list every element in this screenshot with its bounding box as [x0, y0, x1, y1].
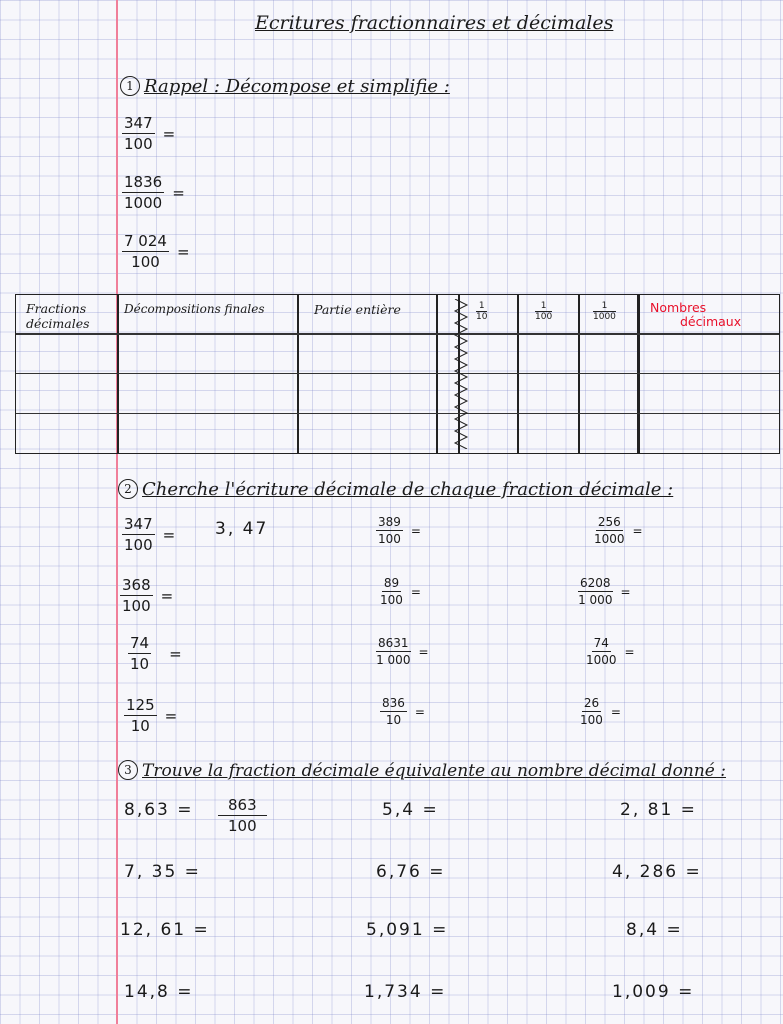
s2-fraction-6	[578, 576, 631, 607]
numerator: 347	[124, 515, 153, 533]
s3-item-5: 6,76 =	[376, 862, 446, 882]
numerator: 863	[218, 796, 267, 816]
denominator: 10	[130, 655, 150, 673]
header-nombres-decimaux	[650, 301, 741, 329]
section3-heading-text: Trouve la fraction décimale équivalente au nombre décimal donné :	[142, 761, 726, 781]
equals-sign: =	[624, 644, 635, 659]
equals-sign: =	[172, 183, 185, 202]
denominator: 100	[380, 593, 403, 607]
table-row-line	[16, 413, 779, 414]
s2-fraction-1	[122, 515, 175, 554]
equals-sign: =	[414, 704, 425, 719]
header-thousandth	[593, 301, 616, 322]
s3-example-fraction	[218, 796, 267, 835]
section1-number: 1	[120, 76, 140, 96]
section2-number: 2	[118, 479, 138, 499]
denominator: 1000	[124, 194, 163, 212]
section1-heading	[120, 76, 450, 97]
denominator: 100	[131, 253, 160, 271]
numerator: 256	[597, 515, 621, 529]
table-row-line	[16, 373, 779, 374]
margin-line	[116, 0, 118, 1024]
s2-fraction-11	[380, 696, 425, 727]
s2-fraction-9	[586, 636, 635, 667]
equals-sign: =	[620, 584, 631, 599]
section1-heading-text: Rappel : Décompose et simplifie :	[144, 76, 450, 97]
equals-sign: =	[410, 523, 421, 538]
s3-item-11: 1,734 =	[364, 982, 447, 1002]
equals-sign: =	[176, 242, 190, 261]
header-decompositions: Décompositions finales	[124, 302, 265, 316]
numerator: 6208	[580, 576, 611, 590]
s3-item-1: 8,63 =	[124, 800, 194, 820]
s3-item-8: 5,091 =	[366, 920, 449, 940]
numerator: 389	[378, 515, 401, 529]
numerator: 1	[593, 301, 616, 312]
section3-heading	[118, 760, 726, 781]
denominator: 100	[124, 536, 153, 554]
page-title: Ecritures fractionnaires et décimales	[255, 12, 614, 34]
s2-fraction-3	[594, 515, 643, 546]
s3-item-2: 5,4 =	[382, 800, 439, 820]
s3-item-4: 7, 35 =	[124, 862, 201, 882]
denominator: 10	[385, 713, 402, 727]
s2-fraction-10	[124, 696, 177, 735]
denominator: 1000	[586, 653, 617, 667]
equals-sign: =	[162, 124, 176, 143]
table-divider	[637, 295, 640, 453]
denominator: 100	[580, 713, 603, 727]
header-fractions	[26, 301, 90, 331]
numerator: 89	[383, 576, 400, 590]
s1-fraction-1	[122, 114, 175, 153]
header-fractions-line1: Fractions	[26, 301, 87, 316]
equals-sign: =	[410, 584, 421, 599]
equals-sign: =	[632, 523, 643, 538]
equals-sign: =	[160, 586, 174, 605]
header-fractions-line2: décimales	[26, 316, 90, 331]
s2-fraction-2	[376, 515, 421, 546]
header-nombres-line1: Nombres	[650, 300, 707, 315]
s3-item-6: 4, 286 =	[612, 862, 702, 882]
denominator: 1000	[594, 532, 625, 546]
denominator: 1 000	[376, 653, 411, 667]
header-nombres-line2: décimaux	[680, 314, 742, 329]
numerator: 1	[476, 301, 487, 312]
s3-item-3: 2, 81 =	[620, 800, 697, 820]
table-divider	[117, 295, 119, 453]
header-tenth	[476, 301, 487, 322]
numerator: 26	[583, 696, 600, 710]
numerator: 836	[382, 696, 405, 710]
s2-fraction-7	[128, 634, 182, 673]
s3-item-9: 8,4 =	[626, 920, 683, 940]
numerator: 125	[126, 696, 155, 714]
s2-fraction-5	[380, 576, 421, 607]
s2-fraction-12	[580, 696, 621, 727]
denominator: 10	[130, 717, 150, 735]
equals-sign: =	[418, 644, 429, 659]
table-divider	[517, 295, 519, 453]
equals-sign: =	[164, 706, 178, 725]
zigzag-separator	[453, 299, 471, 449]
numerator: 7 024	[124, 232, 167, 250]
denominator: 1000	[593, 312, 616, 322]
denominator: 100	[122, 597, 151, 615]
numerator: 368	[122, 576, 151, 594]
s3-item-10: 14,8 =	[124, 982, 194, 1002]
numerator: 74	[593, 636, 609, 650]
denominator: 10	[476, 312, 488, 322]
s3-item-12: 1,009 =	[612, 982, 695, 1002]
s2-fraction-4	[120, 576, 173, 615]
section2-heading-text: Cherche l'écriture décimale de chaque fraction décimale :	[142, 479, 674, 500]
s3-item-7: 12, 61 =	[120, 920, 210, 940]
section3-number: 3	[118, 760, 138, 780]
numerator: 74	[130, 634, 150, 652]
table-divider	[297, 295, 299, 453]
numerator: 347	[124, 114, 153, 132]
denominator: 100	[378, 532, 401, 546]
table-row-line	[16, 333, 779, 335]
equals-sign: =	[610, 704, 621, 719]
numerator: 8631	[378, 636, 409, 650]
s2-answer-1: 3, 47	[215, 519, 269, 539]
equals-sign: =	[162, 525, 176, 544]
header-partie-entiere: Partie entière	[314, 302, 401, 317]
denominator: 100	[124, 135, 153, 153]
denominator: 1 000	[578, 593, 613, 607]
denominator: 100	[535, 312, 553, 322]
table-divider	[578, 295, 580, 453]
section2-heading	[118, 479, 673, 500]
s2-fraction-8	[376, 636, 429, 667]
table-divider	[436, 295, 438, 453]
s1-fraction-2	[122, 173, 185, 212]
equals-sign: =	[169, 644, 182, 663]
decomposition-table	[15, 294, 780, 454]
denominator: 100	[228, 817, 257, 835]
numerator: 1836	[124, 173, 163, 191]
header-hundredth	[535, 301, 552, 322]
numerator: 1	[535, 301, 552, 312]
s1-fraction-3	[122, 232, 190, 271]
